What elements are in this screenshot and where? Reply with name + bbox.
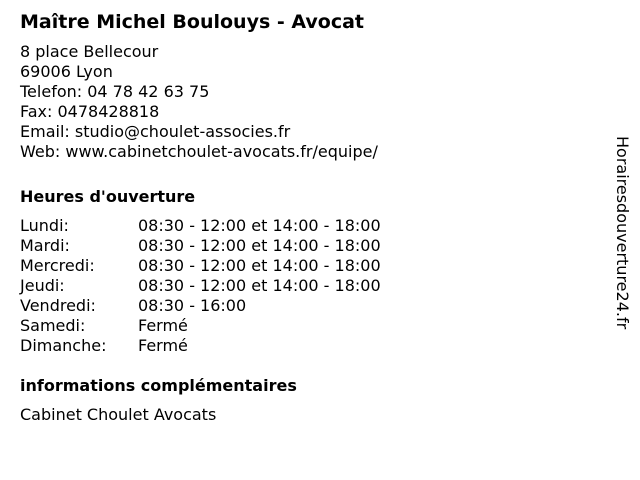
hours-row-jeudi [20,276,600,296]
hours-day: Vendredi: [20,296,96,315]
hours-row-dimanche [20,336,600,356]
hours-row-vendredi [20,296,600,316]
hours-time: 08:30 - 12:00 et 14:00 - 18:00 [138,276,381,295]
address-street: 8 place Bellecour [20,42,159,61]
contact-block [20,42,600,162]
hours-time: 08:30 - 12:00 et 14:00 - 18:00 [138,256,381,275]
additional-info-text: Cabinet Choulet Avocats [20,405,217,424]
web-text: Web: www.cabinetchoulet-avocats.fr/equipe/ [20,142,378,161]
hours-day: Mercredi: [20,256,95,275]
hours-time: 08:30 - 12:00 et 14:00 - 18:00 [138,236,381,255]
hours-time: 08:30 - 16:00 [138,296,247,315]
hours-day: Dimanche: [20,336,107,355]
hours-row-samedi [20,316,600,336]
fax-text: Fax: 0478428818 [20,102,160,121]
site-brand-vertical: Horairesdouverture24.fr [613,136,632,330]
hours-day: Lundi: [20,216,69,235]
hours-time: Fermé [138,316,188,335]
business-title: Maître Michel Boulouys - Avocat [20,11,365,33]
hours-row-mardi [20,236,600,256]
phone-text: Telefon: 04 78 42 63 75 [20,82,210,101]
hours-day: Mardi: [20,236,70,255]
address-city: 69006 Lyon [20,62,113,81]
opening-hours-heading: Heures d'ouverture [20,187,196,206]
hours-time: 08:30 - 12:00 et 14:00 - 18:00 [138,216,381,235]
additional-info-heading: informations complémentaires [20,376,297,395]
hours-time: Fermé [138,336,188,355]
hours-row-lundi [20,216,600,236]
hours-day: Jeudi: [20,276,65,295]
hours-day: Samedi: [20,316,86,335]
email-text: Email: studio@choulet-associes.fr [20,122,291,141]
business-card [20,10,600,425]
hours-row-mercredi [20,256,600,276]
opening-hours-list [20,216,600,356]
